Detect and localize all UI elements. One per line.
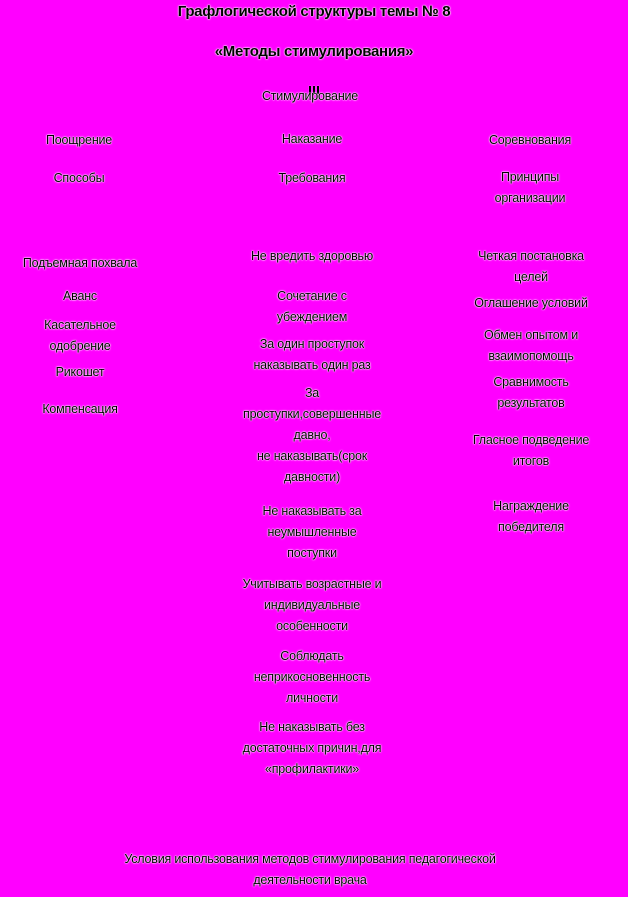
principle-item: Обмен опытом и взаимопомощь	[483, 328, 579, 363]
requirement-item: Не вредить здоровью	[250, 249, 374, 263]
requirement-item: Учитывать возрастные и индивидуальные особенности	[242, 577, 382, 633]
requirement-item: За один проступок наказывать один раз	[253, 337, 371, 372]
method-item: Компенсация	[42, 402, 118, 416]
diagram-footer-caption: Условия использования методов стимулирования педагогической деятельности врача	[124, 852, 496, 887]
branch-encouragement: Поощрение	[45, 133, 113, 147]
principle-item: Четкая постановка целей	[478, 249, 584, 284]
subhead-requirements: Требования	[278, 171, 346, 185]
requirement-item: Не наказывать за неумышленные поступки	[262, 504, 362, 560]
root-node: Стимулирование	[261, 89, 359, 103]
branch-competition: Соревнования	[488, 133, 572, 147]
method-item: Рикошет	[55, 365, 105, 379]
principle-item: Сравнимость результатов	[493, 375, 569, 410]
method-item: Аванс	[63, 289, 97, 303]
principle-item: Оглашение условий	[474, 296, 588, 310]
requirement-item: Не наказывать без достаточных причин,для «профилактики»	[242, 720, 382, 776]
requirement-item: За проступки,совершенные давно, не наказывать(срок давности)	[243, 386, 381, 484]
requirement-item: Сочетание с убеждением	[276, 289, 348, 324]
subhead-principles: Принципы организации	[494, 170, 566, 205]
method-item: Касательное одобрение	[44, 318, 116, 353]
method-item: Подъемная похвала	[22, 256, 138, 270]
diagram-title-line-2: «Методы стимулирования»	[214, 43, 414, 60]
principle-item: Гласное подведение итогов	[472, 433, 590, 468]
requirement-item: Соблюдать неприкосновенность личности	[253, 649, 371, 705]
diagram-title-line-1: Графлогической структуры темы № 8	[177, 3, 451, 20]
subhead-methods: Способы	[53, 171, 105, 185]
branch-punishment: Наказание	[281, 132, 343, 146]
principle-item: Награждение победителя	[493, 499, 569, 534]
